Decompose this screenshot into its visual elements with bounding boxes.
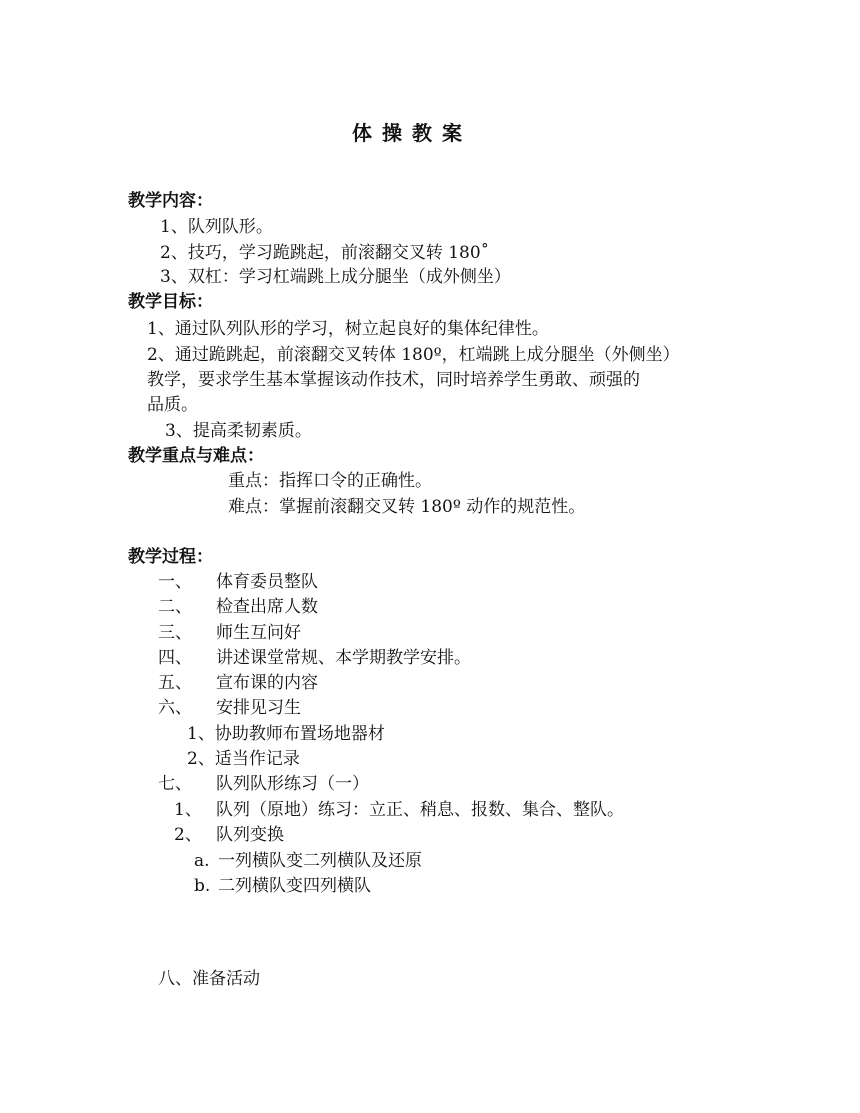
goals-heading: 教学目标： [128,292,213,312]
key-point: 重点：指挥口令的正确性。 [228,471,432,491]
goals-item-2-line-1: 2、通过跪跳起，前滚翻交叉转体 180º，杠端跳上成分腿坐（外侧坐） [147,345,680,365]
step-num: 五、 [158,673,192,693]
step-eight: 八、准备活动 [158,969,260,989]
step-text: 队列队形练习（一） [216,774,369,794]
sub-sub-step-text: 二列横队变四列横队 [218,876,371,896]
content-item-1: 1、队列队形。 [160,217,273,237]
step-num: 二、 [158,597,192,617]
step-text: 检查出席人数 [216,597,318,617]
goals-item-1: 1、通过队列队形的学习，树立起良好的集体纪律性。 [147,319,549,339]
sub-step: 2、适当作记录 [187,749,300,769]
sub-step-num: 1、 [174,800,202,820]
step-num: 一、 [158,572,192,592]
sub-sub-step-text: 一列横队变二列横队及还原 [218,851,422,871]
sub-step-text: 队列（原地）练习：立正、稍息、报数、集合、整队。 [216,800,624,820]
process-heading: 教学过程： [128,547,213,567]
goals-item-3: 3、提高柔韧素质。 [165,421,312,441]
sub-sub-step-num: b. [194,876,211,896]
sub-step-num: 2、 [174,825,202,845]
step-num: 四、 [158,648,192,668]
document-title: 体操教案 [352,121,472,145]
sub-step: 1、协助教师布置场地器材 [187,724,385,744]
step-text: 师生互问好 [216,623,301,643]
content-heading: 教学内容： [128,191,213,211]
step-text: 体育委员整队 [216,572,318,592]
step-num: 六、 [158,698,192,718]
step-num: 七、 [158,774,192,794]
sub-sub-step-num: a. [194,851,210,871]
goals-item-2-line-2: 教学，要求学生基本掌握该动作技术，同时培养学生勇敢、顽强的 [147,370,640,390]
difficulty-point: 难点：掌握前滚翻交叉转 180º 动作的规范性。 [228,497,586,517]
sub-step-text: 队列变换 [216,825,284,845]
step-text: 安排见习生 [216,698,301,718]
step-num: 三、 [158,623,192,643]
content-item-2: 2、技巧，学习跪跳起，前滚翻交叉转 180˚ [160,243,490,263]
goals-item-2-line-3: 品质。 [147,395,198,415]
content-item-3: 3、双杠：学习杠端跳上成分腿坐（成外侧坐） [160,267,511,287]
step-text: 宣布课的内容 [216,673,318,693]
step-text: 讲述课堂常规、本学期教学安排。 [216,648,471,668]
key-points-heading: 教学重点与难点： [128,446,264,466]
